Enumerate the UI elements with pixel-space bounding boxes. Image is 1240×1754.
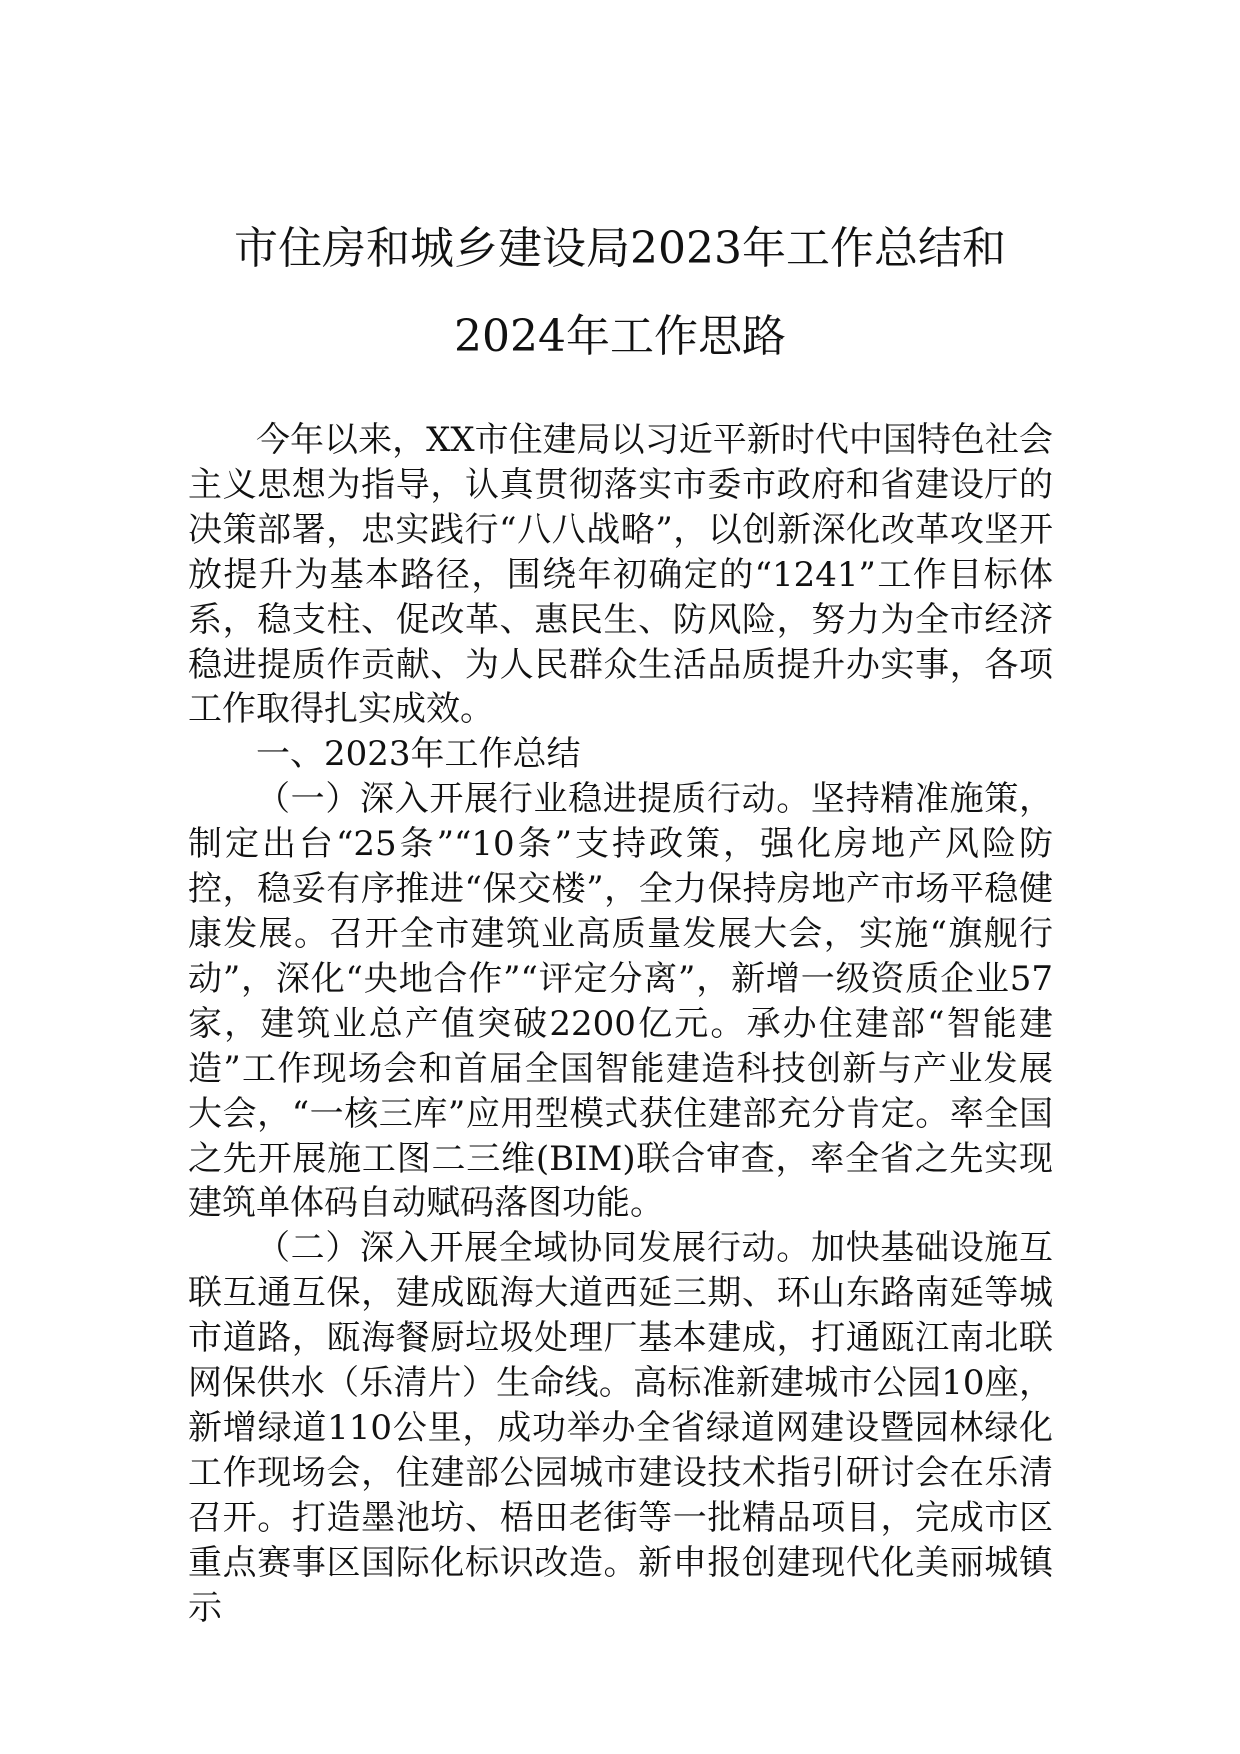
title-line-1: 市住房和城乡建设局2023年工作总结和 xyxy=(234,223,1006,274)
paragraph-item-1: （一）深入开展行业稳进提质行动。坚持精准施策，制定出台“25条”“10条”支持政策，强化房地产风险防控，稳妥有序推进“保交楼”，全力保持房地产市场平稳健康发展。召开全市建筑业高质量发展大会，实施“旗舰行动”，深化“央地合作”“评定分离”，新增一级资质企业57家，建筑业总产值突破2200亿元。承办住建部“智能建造”工作现场会和首届全国智能建造科技创新与产业发展大会，“一核三库”应用型模式获住建部充分肯定。率全国之先开展施工图二三维(BIM)联合审查，率全省之先实现建筑单体码自动赋码落图功能。 xyxy=(188,779,1053,1224)
document-body xyxy=(188,418,1053,1630)
paragraph-item-2: （二）深入开展全域协同发展行动。加快基础设施互联互通互保，建成瓯海大道西延三期、环山东路南延等城市道路，瓯海餐厨垃圾处理厂基本建成，打通瓯江南北联网保供水（乐清片）生命线。高标准新建城市公园10座，新增绿道110公里，成功举办全省绿道网建设暨园林绿化工作现场会，住建部公园城市建设技术指引研讨会在乐清召开。打造墨池坊、梧田老街等一批精品项目，完成市区重点赛事区国际化标识改造。新申报创建现代化美丽城镇示 xyxy=(188,1228,1053,1628)
intro-paragraph: 今年以来，XX市住建局以习近平新时代中国特色社会主义思想为指导，认真贯彻落实市委市政府和省建设厅的决策部署，忠实践行“八八战略”，以创新深化改革攻坚开放提升为基本路径，围绕年初确定的“1241”工作目标体系，稳支柱、促改革、惠民生、防风险，努力为全市经济稳进提质作贡献、为人民群众生活品质提升办实事，各项工作取得扎实成效。 xyxy=(188,420,1053,730)
section-heading: 一、2023年工作总结 xyxy=(256,734,581,775)
document-title xyxy=(150,205,1090,381)
title-line-2: 2024年工作思路 xyxy=(454,311,786,362)
